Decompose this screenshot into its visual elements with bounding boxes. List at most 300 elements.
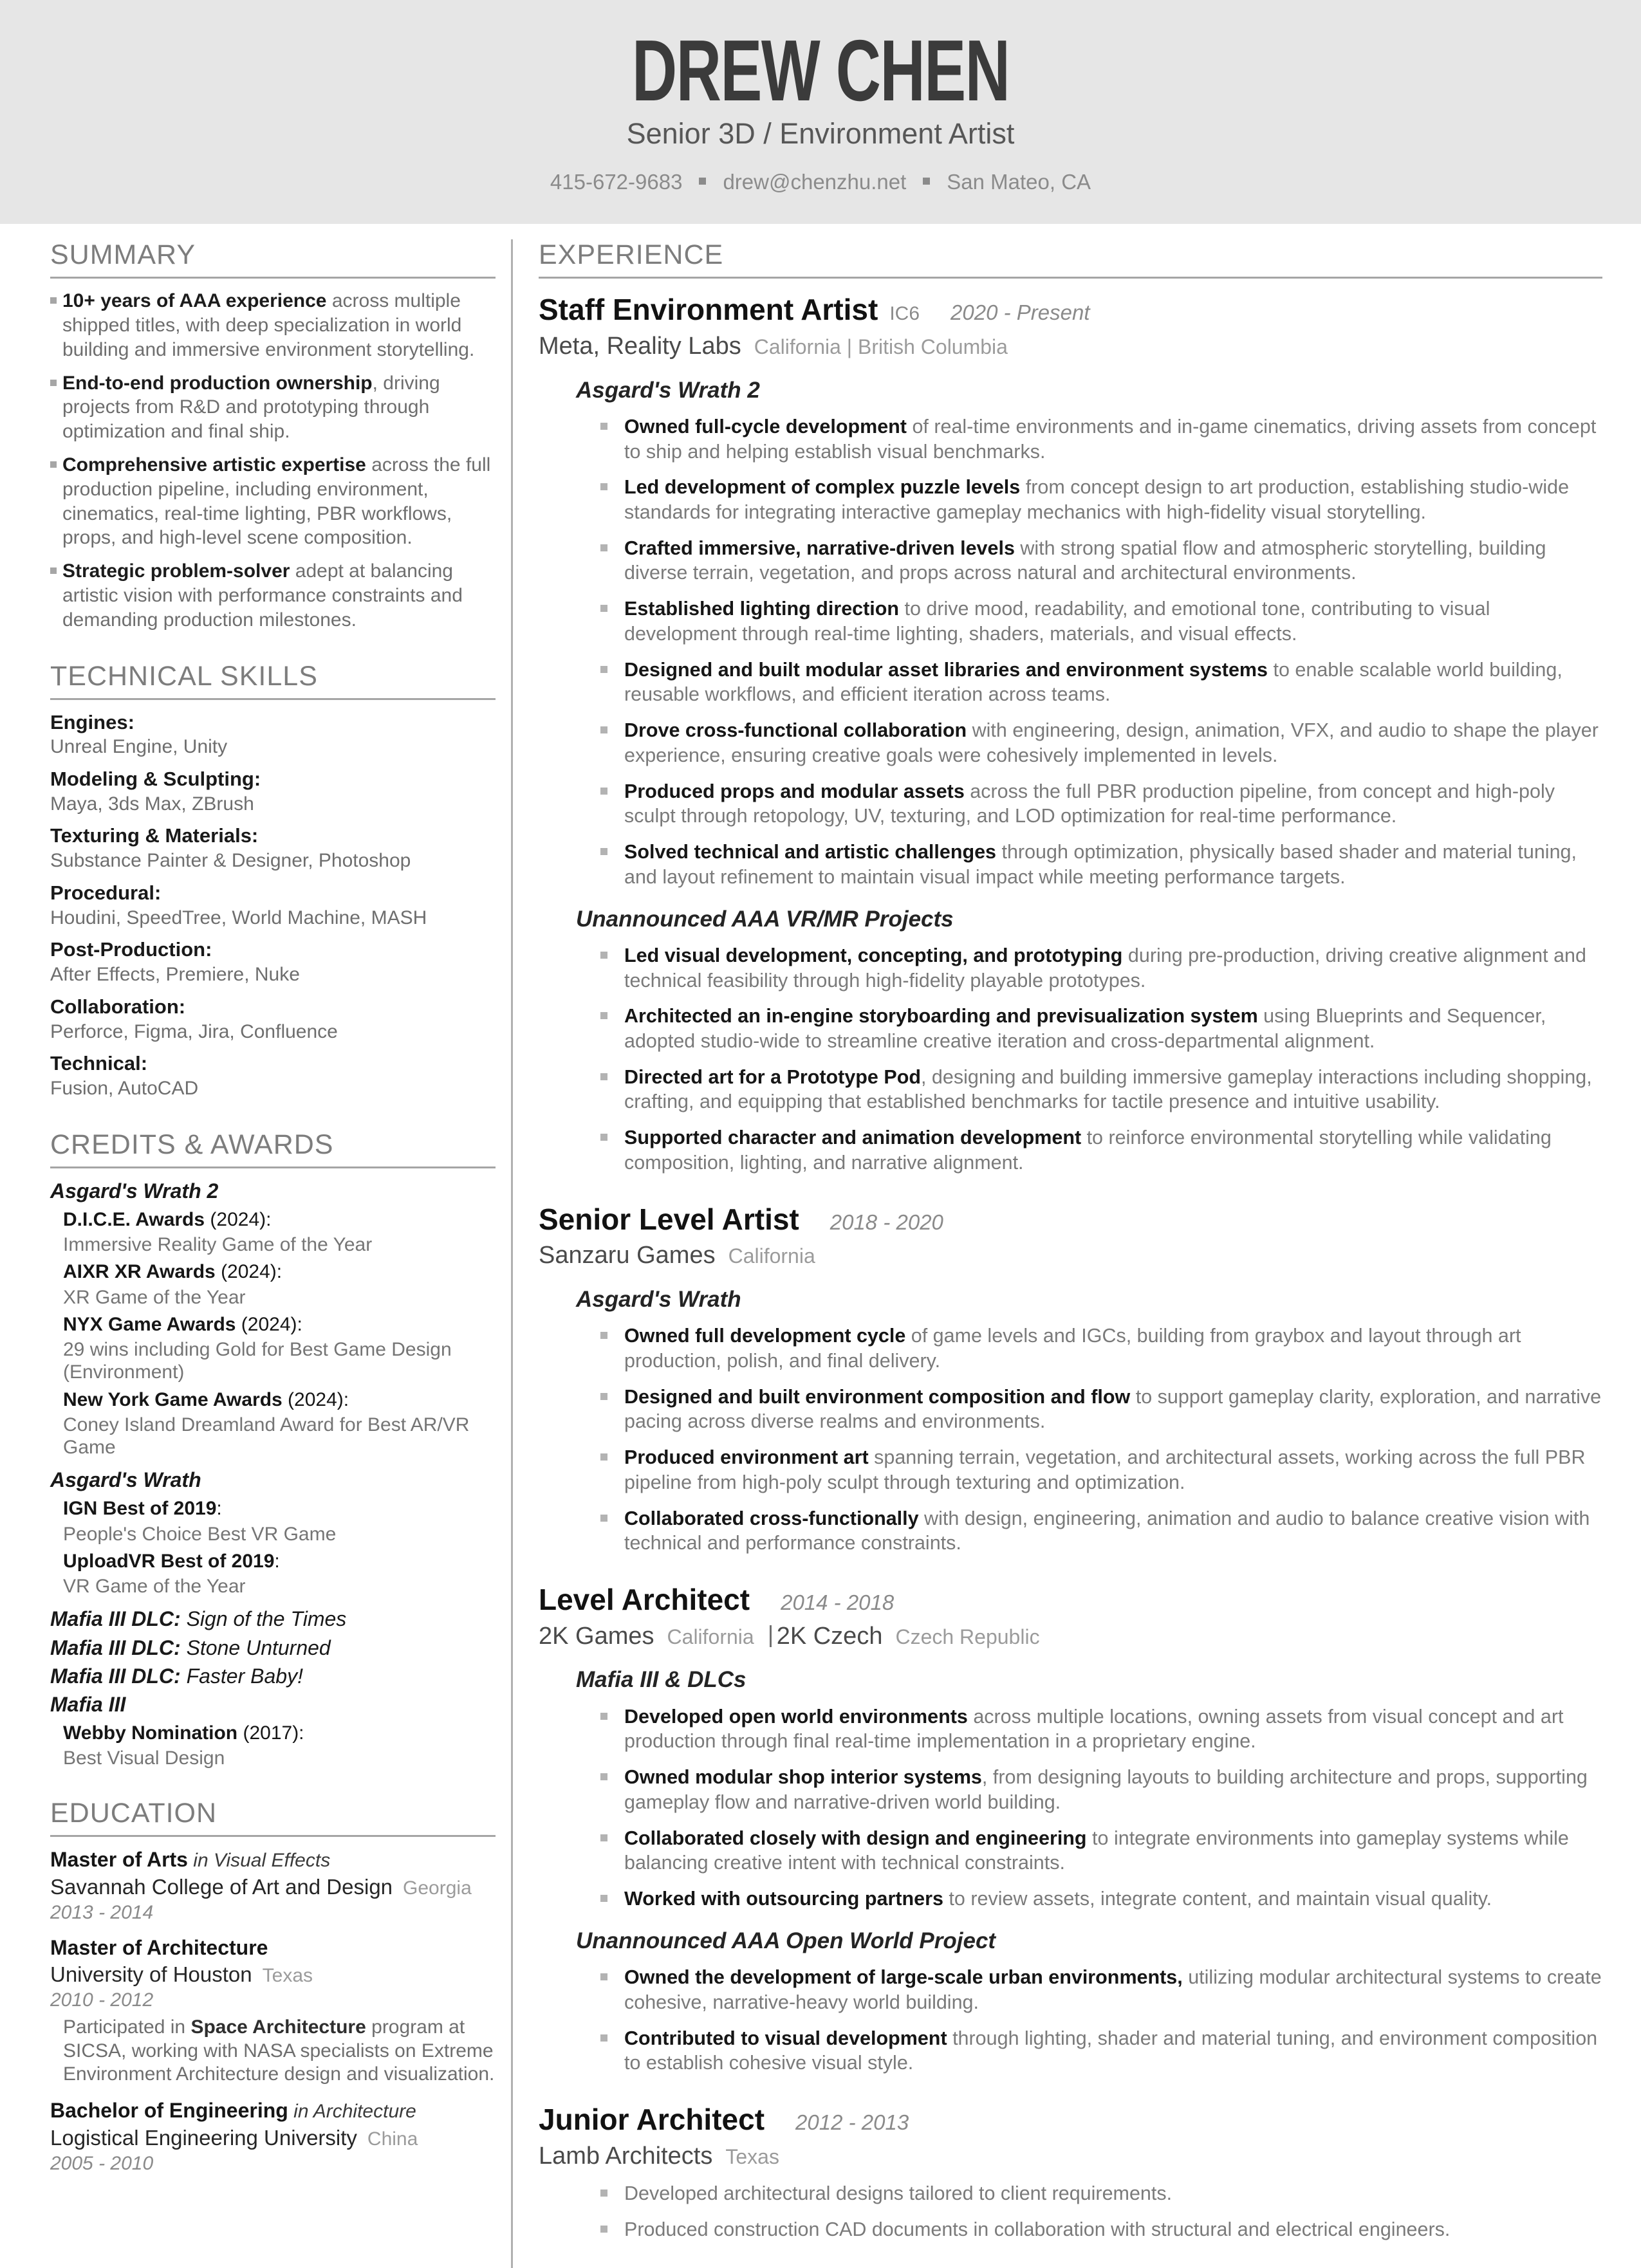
summary-text [62, 371, 496, 444]
bullet-square-icon [600, 2034, 607, 2042]
bullet-lead: Drove cross-functional collaboration [624, 719, 967, 742]
experience-bullet [539, 1385, 1602, 1434]
award-name-suffix: : [274, 1550, 280, 1572]
degree-line [50, 1847, 496, 1872]
experience-bullet [539, 840, 1602, 889]
bullet-rest: to integrate environments into gameplay systems while balancing creative intent with technical constraints. [624, 1827, 1569, 1874]
experience-bullet [539, 2217, 1602, 2242]
company-row [539, 333, 1602, 361]
award-name [63, 1209, 496, 1231]
bullet-rest: of real-time environments and in-game cinematics, driving assets from concept to ship and helping establish visual benchmarks. [624, 415, 1597, 463]
award-name-suffix: (2024): [215, 1261, 283, 1283]
bullet-rest: with design, engineering, animation and audio to balance creative vision with technical and performance constraints. [624, 1507, 1590, 1554]
separator-dot-icon [923, 178, 930, 185]
degree: Master of Arts [50, 1848, 188, 1872]
bullet-rest: across the full PBR production pipeline, from concept and high-poly sculpt through retopology, UV, texturing, and LOD optimization for real-time performance. [624, 780, 1555, 827]
school-line [50, 1874, 496, 1900]
experience-bullet [539, 779, 1602, 829]
bullet-square-icon [600, 1834, 607, 1841]
experience-bullet [539, 1445, 1602, 1495]
skill-group [50, 1051, 496, 1100]
bullet-square-icon [50, 461, 57, 468]
award-detail: XR Game of the Year [63, 1286, 246, 1308]
summary-rest: adept at balancing artistic vision with performance constraints and demanding production milestones. [62, 560, 463, 631]
bullet-lead: Collaborated cross-functionally [624, 1507, 919, 1529]
bullet-rest: Developed architectural designs tailored to client requirements. [624, 2182, 1173, 2205]
award-name [63, 1551, 496, 1573]
left-column [0, 239, 513, 2268]
contact-line [0, 171, 1641, 194]
school-location: China [367, 2128, 418, 2150]
award-name-bold: IGN Best of 2019 [63, 1498, 217, 1520]
experience-bullet [539, 475, 1602, 524]
school-name: Logistical Engineering University [50, 2125, 357, 2150]
skill-label: Texturing & Materials: [50, 824, 259, 847]
experience-bullet [539, 1125, 1602, 1175]
bullet-rest: to drive mood, readability, and emotional tone, contributing to visual development through real-time lighting, shaders, materials, and visual effects. [624, 598, 1490, 645]
education-note [63, 2016, 496, 2087]
bullet-square-icon [600, 1515, 607, 1522]
award-name-suffix: (2024): [205, 1208, 272, 1230]
bullet-lead: Architected an in-engine storyboarding and previsualization system [624, 1005, 1258, 1028]
education-entry [50, 1935, 496, 2087]
degree-field: in Visual Effects [187, 1850, 331, 1872]
bullet-text [624, 2181, 1172, 2206]
experience-bullet [539, 1704, 1602, 1754]
skill-value: Substance Painter & Designer, Photoshop [50, 850, 411, 872]
right-column [513, 239, 1641, 2268]
job-entry [539, 1584, 1602, 2076]
credit-game-title [50, 1692, 496, 1717]
skill-value: Perforce, Figma, Jira, Confluence [50, 1020, 338, 1042]
award-name-bold: Webby Nomination [63, 1722, 238, 1744]
education-dates: 2010 - 2012 [50, 1989, 154, 2011]
award-name-bold: UploadVR Best of 2019 [63, 1550, 275, 1572]
bullet-square-icon [600, 483, 607, 490]
skill-label: Procedural: [50, 881, 162, 904]
school-name: Savannah College of Art and Design [50, 1875, 393, 1899]
bullet-lead: Collaborated closely with design and engineering [624, 1827, 1087, 1849]
bullet-text [624, 1704, 1602, 1754]
bullet-rest: , designing and building immersive gameplay interactions including shopping, crafting, and equipping that established benchmarks for tactile presence and intuitive usability. [624, 1065, 1592, 1113]
bullet-text [624, 2026, 1602, 2076]
job-dates: 2020 - Present [950, 300, 1090, 325]
game-title-bold: Asgard's Wrath [50, 1468, 201, 1492]
skill-label: Post-Production: [50, 938, 212, 961]
bullet-lead: Solved technical and artistic challenges [624, 841, 997, 863]
degree-field: in Architecture [288, 2100, 416, 2122]
skill-group [50, 710, 496, 759]
experience-bullet [539, 1323, 1602, 1373]
bullet-rest: through optimization, physically based shader and material tuning, and layout refinement to maintain visual impact while meeting performance targets. [624, 841, 1577, 888]
email: drew@chenzhu.net [723, 169, 907, 194]
skill-value: Fusion, AutoCAD [50, 1077, 199, 1099]
job-title-row [539, 1204, 1602, 1236]
bullet-rest: across multiple locations, owning assets from visual concept and art production through final real-time implementation in a proprietary engine. [624, 1705, 1564, 1753]
award-name-suffix: : [216, 1498, 222, 1520]
award-name-bold: AIXR XR Awards [63, 1261, 216, 1283]
summary-item [50, 289, 496, 362]
experience-bullet [539, 2181, 1602, 2206]
bullet-square-icon [600, 848, 607, 855]
bullet-lead: Developed open world environments [624, 1705, 968, 1728]
game-title-rest: Sign of the Times [180, 1607, 347, 1631]
job-title-row [539, 294, 1602, 326]
experience-bullet [539, 1886, 1602, 1912]
award-name-suffix: (2024): [282, 1388, 349, 1410]
job-title: Level Architect [539, 1583, 750, 1617]
company-row [539, 2143, 1602, 2171]
bullet-lead: Crafted immersive, narrative-driven levels [624, 537, 1015, 559]
person-name: DREW CHEN [631, 22, 1010, 119]
bullet-lead: Produced props and modular assets [624, 780, 965, 802]
credits-list [50, 1179, 496, 1770]
bullet-lead: Directed art for a Prototype Pod [624, 1065, 921, 1088]
bullet-square-icon [50, 297, 57, 304]
bullet-text [624, 1065, 1602, 1114]
location: San Mateo, CA [947, 169, 1091, 194]
bullet-square-icon [600, 1713, 607, 1720]
skills-section [50, 661, 496, 1101]
bullet-square-icon [600, 1134, 607, 1141]
job-level: IC6 [889, 303, 920, 325]
degree-line [50, 2098, 496, 2123]
experience-bullet [539, 536, 1602, 585]
bullet-square-icon [600, 2226, 607, 2233]
job-dates: 2012 - 2013 [795, 2110, 909, 2135]
summary-lead: Strategic problem-solver [62, 560, 290, 582]
company-location: California | British Columbia [754, 335, 1008, 358]
bullet-lead: Supported character and animation development [624, 1127, 1082, 1149]
experience-heading: EXPERIENCE [539, 239, 1602, 279]
award-name-bold: New York Game Awards [63, 1388, 283, 1410]
credit-game-title [50, 1664, 496, 1689]
bullet-rest: using Blueprints and Sequencer, adopted studio-wide to streamline creative iteration and cross-departmental alignment. [624, 1005, 1546, 1052]
credits-section [50, 1129, 496, 1770]
bullet-square-icon [600, 1773, 607, 1780]
game-title-bold: Asgard's Wrath 2 [50, 1179, 219, 1203]
job-dates: 2014 - 2018 [781, 1590, 895, 1615]
summary-text [62, 289, 496, 362]
project-title: Unannounced AAA Open World Project [576, 1928, 996, 1953]
skill-group [50, 767, 496, 816]
award-name-suffix: (2017): [237, 1722, 304, 1744]
award-detail: Best Visual Design [63, 1747, 225, 1769]
bullet-square-icon [600, 423, 607, 430]
education-list [50, 1847, 496, 2174]
note-pre: Participated in [63, 2016, 191, 2038]
bullet-text [624, 658, 1602, 707]
company-location: Texas [725, 2144, 779, 2168]
bullet-lead: Led development of complex puzzle levels [624, 476, 1021, 499]
school-location: Georgia [403, 1877, 472, 1899]
school-line [50, 1962, 496, 1987]
game-title-bold: Mafia III DLC: [50, 1607, 181, 1631]
jobs-list [539, 294, 1602, 2242]
skill-label: Technical: [50, 1052, 148, 1075]
bullet-square-icon [600, 666, 607, 673]
award-detail: Coney Island Dreamland Award for Best AR/VR Game [63, 1414, 470, 1459]
skill-group [50, 881, 496, 930]
bullet-text [624, 475, 1602, 524]
job-dates: 2018 - 2020 [830, 1210, 943, 1234]
degree: Master of Architecture [50, 1935, 268, 1959]
bullet-text [624, 779, 1602, 829]
award-name-suffix: (2024): [236, 1313, 302, 1335]
skill-label: Engines: [50, 710, 134, 733]
bullet-lead: Owned modular shop interior systems [624, 1766, 982, 1789]
summary-text [62, 453, 496, 550]
skills-list [50, 710, 496, 1101]
game-title-rest: Stone Unturned [180, 1636, 331, 1659]
credit-award [63, 1209, 496, 1257]
job-title: Junior Architect [539, 2103, 765, 2137]
bullet-rest: utilizing modular architectural systems to create cohesive, narrative-heavy world building. [624, 1966, 1602, 2013]
project-title: Asgard's Wrath 2 [576, 377, 760, 403]
company-divider [770, 1625, 772, 1647]
bullet-rest: to support gameplay clarity, exploration, and narrative pacing across diverse realms and environments. [624, 1385, 1602, 1433]
company-location: California [667, 1625, 754, 1648]
experience-bullet [539, 1765, 1602, 1814]
bullet-rest: , from designing layouts to building architecture and props, supporting gameplay flow and narrative-driven world building. [624, 1766, 1588, 1813]
bullet-text [624, 1765, 1602, 1814]
experience-bullet [539, 2026, 1602, 2076]
bullet-lead: Owned full development cycle [624, 1325, 906, 1347]
bullet-lead: Produced environment art [624, 1446, 869, 1469]
company-name: Sanzaru Games [539, 1242, 716, 1269]
bullet-lead: Established lighting direction [624, 598, 900, 620]
experience-bullet [539, 1506, 1602, 1556]
bullet-lead: Led visual development, concepting, and prototyping [624, 944, 1123, 966]
award-name-bold: NYX Game Awards [63, 1313, 236, 1335]
bullet-square-icon [600, 2190, 607, 2197]
bullet-lead: Contributed to visual development [624, 2027, 947, 2049]
award-name-bold: D.I.C.E. Awards [63, 1208, 205, 1230]
award-detail: 29 wins including Gold for Best Game Design (Environment) [63, 1339, 452, 1383]
education-entry [50, 2098, 496, 2175]
job-entry [539, 294, 1602, 1175]
summary-heading: SUMMARY [50, 239, 496, 279]
separator-dot-icon [699, 178, 706, 185]
bullet-text [624, 1385, 1602, 1434]
bullet-rest: during pre-production, driving creative alignment and technical feasibility through high-fidelity playable prototypes. [624, 944, 1586, 991]
bullet-rest: with engineering, design, animation, VFX, and audio to shape the player experience, ensuring creative goals were cohesively implemented in levels. [624, 719, 1599, 766]
credit-game-title [50, 1636, 496, 1661]
bullet-rest: from concept design to art production, establishing studio-wide standards for integrating interactive gameplay mechanics with high-fidelity visual storytelling. [624, 476, 1570, 523]
bullet-text [624, 943, 1602, 993]
skill-value: Unreal Engine, Unity [50, 736, 228, 758]
school-location: Texas [262, 1965, 313, 1987]
bullet-text [624, 596, 1602, 646]
bullet-square-icon [600, 1393, 607, 1400]
skill-value: Houdini, SpeedTree, World Machine, MASH [50, 907, 427, 928]
experience-bullet [539, 1965, 1602, 2014]
bullet-text [624, 2217, 1450, 2242]
person-title: Senior 3D / Environment Artist [626, 117, 1015, 151]
experience-bullet [539, 414, 1602, 464]
school-line [50, 2125, 496, 2151]
education-dates: 2005 - 2010 [50, 2152, 154, 2174]
award-name [63, 1261, 496, 1284]
skill-label: Modeling & Sculpting: [50, 768, 261, 791]
summary-item [50, 371, 496, 444]
experience-bullet [539, 718, 1602, 768]
credit-award [63, 1389, 496, 1459]
bullet-text [624, 1445, 1602, 1495]
bullet-text [624, 536, 1602, 585]
award-detail: Immersive Reality Game of the Year [63, 1234, 373, 1256]
summary-item [50, 453, 496, 550]
skill-group [50, 995, 496, 1044]
bullet-text [624, 1004, 1602, 1053]
experience-bullet [539, 943, 1602, 993]
bullet-text [624, 1886, 1492, 1912]
experience-bullet [539, 1004, 1602, 1053]
credit-award [63, 1314, 496, 1384]
skill-value: Maya, 3ds Max, ZBrush [50, 793, 254, 815]
credit-award [63, 1261, 496, 1309]
columns [0, 224, 1641, 2268]
bullet-square-icon [600, 1973, 607, 1980]
summary-rest: , driving projects from R&D and prototyping through optimization and final ship. [62, 372, 440, 443]
bullet-rest: to enable scalable world building, reusable workflows, and efficient iteration across teams. [624, 658, 1562, 706]
experience-bullet [539, 1065, 1602, 1114]
job-title: Staff Environment Artist [539, 293, 878, 327]
bullet-square-icon [600, 1453, 607, 1461]
school-name: University of Houston [50, 1962, 252, 1987]
bullet-text [624, 1965, 1602, 2014]
header [0, 0, 1641, 224]
bullet-square-icon [50, 567, 57, 574]
project-title: Asgard's Wrath [576, 1287, 741, 1312]
award-detail: VR Game of the Year [63, 1576, 246, 1598]
education-section [50, 1798, 496, 2174]
skill-value: After Effects, Premiere, Nuke [50, 964, 300, 986]
bullet-square-icon [600, 726, 607, 733]
job-entry [539, 2104, 1602, 2242]
bullet-rest: through lighting, shader and material tuning, and environment composition to establish cohesive visual style. [624, 2027, 1598, 2074]
bullet-lead: Worked with outsourcing partners [624, 1888, 943, 1910]
award-name [63, 1722, 496, 1745]
phone: 415-672-9683 [550, 169, 683, 194]
game-title-bold: Mafia III DLC: [50, 1664, 181, 1688]
company-name: 2K Czech [776, 1622, 883, 1650]
game-title-rest: Faster Baby! [180, 1664, 303, 1688]
company-row [539, 1623, 1602, 1651]
experience-bullet [539, 1826, 1602, 1876]
bullet-rest: spanning terrain, vegetation, and architectural assets, working across the full PBR pipeline from high-poly sculpt through texturing and optimization. [624, 1446, 1586, 1493]
summary-list [50, 289, 496, 632]
bullet-lead: Owned the development of large-scale urban environments, [624, 1966, 1183, 1989]
credit-game-title [50, 1607, 496, 1632]
credit-award [63, 1551, 496, 1598]
experience-bullet [539, 596, 1602, 646]
bullet-text [624, 840, 1602, 889]
bullet-square-icon [600, 1895, 607, 1902]
company-location: California [728, 1244, 815, 1268]
bullet-lead: Owned full-cycle development [624, 415, 907, 438]
bullet-square-icon [600, 952, 607, 959]
degree-line [50, 1935, 496, 1960]
skills-heading: TECHNICAL SKILLS [50, 661, 496, 700]
award-detail: People's Choice Best VR Game [63, 1523, 337, 1545]
bullet-square-icon [600, 1012, 607, 1019]
job-title-row [539, 1584, 1602, 1616]
summary-lead: Comprehensive artistic expertise [62, 454, 366, 475]
experience-bullet [539, 658, 1602, 707]
note-bold: Space Architecture [190, 2016, 366, 2038]
degree: Bachelor of Engineering [50, 2098, 288, 2122]
summary-rest: across multiple shipped titles, with deep specialization in world building and immersive environment storytelling. [62, 290, 475, 360]
education-heading: EDUCATION [50, 1798, 496, 1837]
job-title: Senior Level Artist [539, 1202, 799, 1236]
project-title: Unannounced AAA VR/MR Projects [576, 906, 954, 932]
award-name [63, 1314, 496, 1336]
company-name: Lamb Architects [539, 2142, 713, 2170]
project-title: Mafia III & DLCs [576, 1667, 746, 1693]
education-entry [50, 1847, 496, 1924]
job-entry [539, 1204, 1602, 1556]
education-dates: 2013 - 2014 [50, 1902, 154, 1924]
credit-game-title [50, 1468, 496, 1493]
skill-label: Collaboration: [50, 995, 186, 1018]
bullet-square-icon [50, 380, 57, 386]
bullet-text [624, 414, 1602, 464]
company-name: 2K Games [539, 1622, 654, 1650]
award-name [63, 1389, 496, 1412]
summary-section [50, 239, 496, 632]
job-title-row [539, 2104, 1602, 2136]
bullet-text [624, 1506, 1602, 1556]
summary-lead: End-to-end production ownership [62, 372, 373, 394]
credit-award [63, 1498, 496, 1545]
bullet-rest: of game levels and IGCs, building from graybox and layout through art production, polish, and final delivery. [624, 1325, 1521, 1372]
bullet-text [624, 1826, 1602, 1876]
summary-item [50, 559, 496, 632]
bullet-lead: Designed and built modular asset libraries and environment systems [624, 658, 1268, 681]
bullet-square-icon [600, 605, 607, 612]
summary-rest: across the full production pipeline, including environment, cinematics, real-time lighting, PBR workflows, props, and high-level scene composition. [62, 454, 491, 549]
bullet-square-icon [600, 1073, 607, 1080]
company-name: Meta, Reality Labs [539, 332, 741, 360]
game-title-bold: Mafia III DLC: [50, 1636, 181, 1659]
game-title-bold: Mafia III [50, 1692, 126, 1716]
company-location: Czech Republic [895, 1625, 1040, 1648]
bullet-text [624, 1125, 1602, 1175]
award-name [63, 1498, 496, 1520]
name-wrap [0, 0, 1641, 119]
bullet-rest: with strong spatial flow and atmospheric storytelling, building diverse terrain, vegetation, and props across natural and architectural environments. [624, 537, 1546, 584]
bullet-square-icon [600, 544, 607, 551]
credit-award [63, 1722, 496, 1770]
company-row [539, 1242, 1602, 1270]
bullet-rest: Produced construction CAD documents in collaboration with structural and electrical engineers. [624, 2218, 1451, 2241]
credit-game-title [50, 1179, 496, 1204]
bullet-lead: Designed and built environment composition and flow [624, 1385, 1131, 1408]
credits-heading: CREDITS & AWARDS [50, 1129, 496, 1168]
skill-group [50, 937, 496, 986]
bullet-square-icon [600, 788, 607, 795]
bullet-text [624, 1323, 1602, 1373]
bullet-rest: to reinforce environmental storytelling while validating composition, lighting, and narrative alignment. [624, 1127, 1552, 1174]
bullet-text [624, 718, 1602, 768]
note-post: program at SICSA, working with NASA specialists on Extreme Environment Architecture design and visualization. [63, 2016, 495, 2085]
summary-lead: 10+ years of AAA experience [62, 290, 327, 312]
bullet-square-icon [600, 1332, 607, 1339]
summary-text [62, 559, 496, 632]
bullet-rest: to review assets, integrate content, and maintain visual quality. [943, 1888, 1492, 1910]
skill-group [50, 824, 496, 872]
